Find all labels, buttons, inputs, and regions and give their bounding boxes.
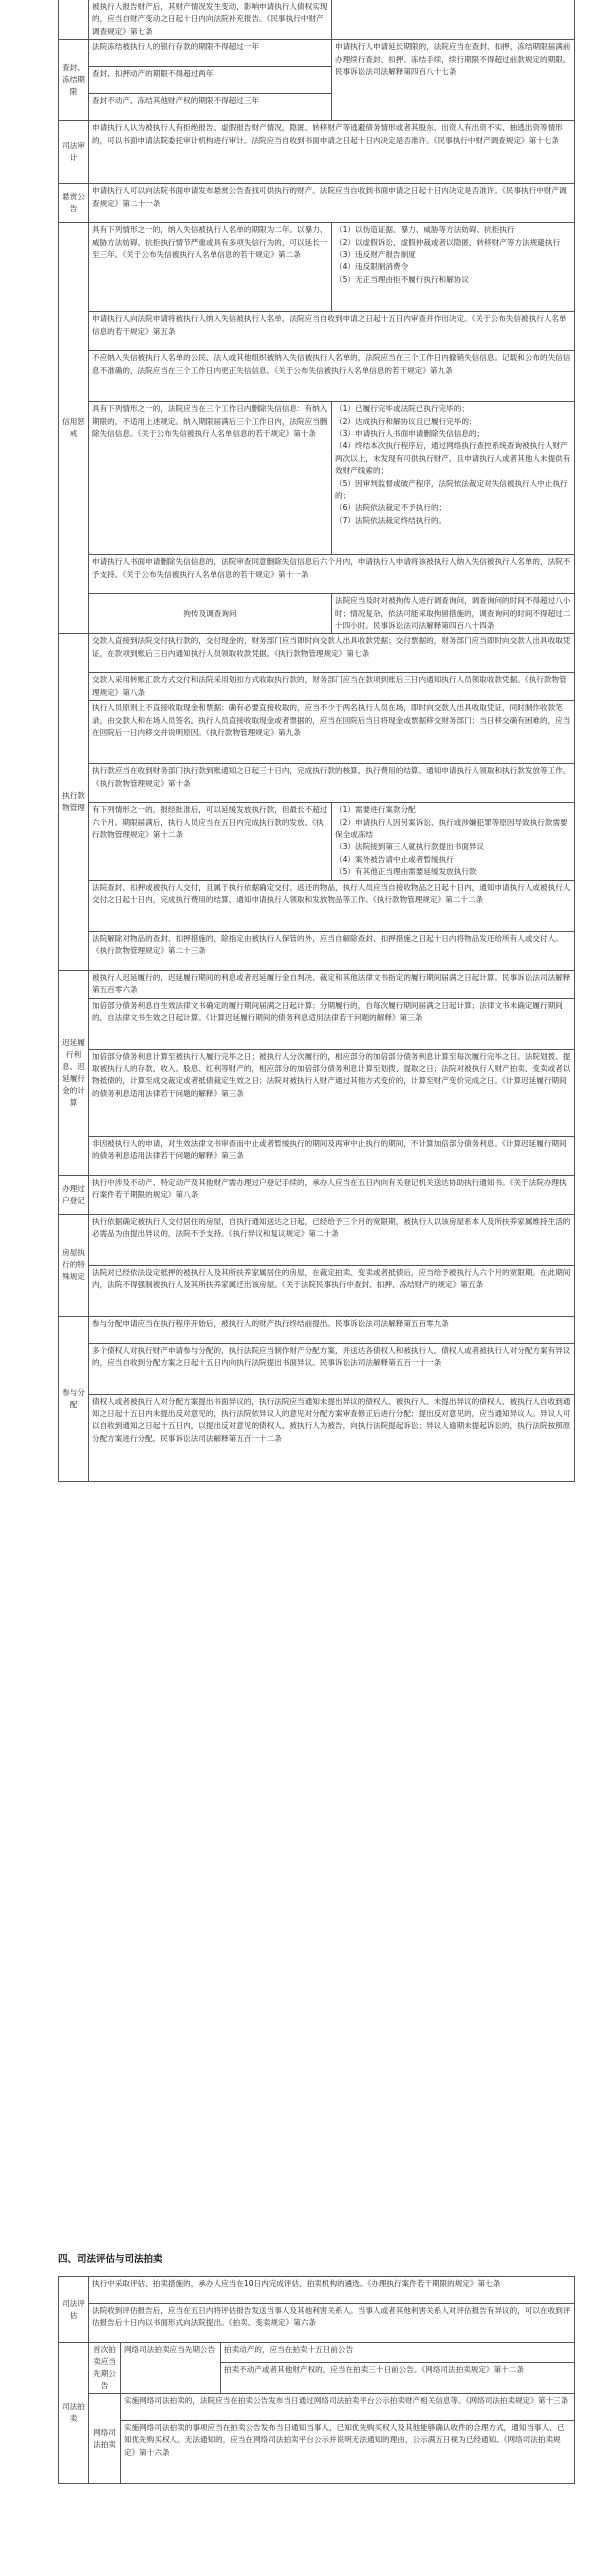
row-label-payment: 执行款物管理 [59, 634, 89, 970]
row-label-audit: 司法审计 [59, 121, 89, 184]
credit-case: （5）无正当理由拒不履行执行和解协议 [335, 274, 469, 284]
table-row [59, 40, 575, 67]
appraisal-text-1: 执行中采取评估、拍卖措施的，承办人应当在10日内完成评估、拍卖机构的遴选。《办理执行案件若干期限的规定》第七条 [89, 2277, 575, 2304]
reward-text: 申请执行人可以向法院书面申请发布悬赏公告查找可供执行的财产。法院应当自收到书面申请之日起十日内决定是否准许。《民事执行中财产调查规定》第二十一条 [89, 184, 575, 223]
table-row [59, 2343, 575, 2363]
first-auction-left: 网络司法拍卖应当先期公告 [121, 2343, 221, 2394]
net-auction-text-1: 实施网络司法拍卖的，法院应当在拍卖公告发布当日通过网络司法拍卖平台公示拍卖财产相关信息等。《网络司法拍卖规定》第十三条 [121, 2394, 575, 2421]
delay-interest-text-1: 被执行人迟延履行的，迟延履行期间的利息或者迟延履行金自判决、裁定和其他法律文书指定的履行期间届满之日起计算。民事诉讼法司法解释第五百零六条 [89, 970, 575, 998]
delay-interest-text-3: 加倍部分债务利息计算至被执行人履行完毕之日；被执行人分次履行的，相应部分的加倍部分债务利息计算至每次履行完毕之日。法院划拨、提取被执行人的存款、收入、股息、红利等财产的，相应部分的加倍部分债务利息计算至划拨、提取之日；法院对被执行人财产拍卖、变卖或者以物抵债的，计算至成交裁定或者抵债裁定生效之日；法院对被执行人财产通过其他方式变价的，计算至财产变价完成之日。《计算迟延履行期间的债务利息适用法律若干问题的解释》第三条 [89, 1049, 575, 1136]
table-row [59, 1316, 575, 1343]
delete-case: （2）达成执行和解协议且已履行完毕的； [335, 416, 477, 426]
table-row [59, 402, 575, 555]
payment-text-1: 交款人直接到法院交付执行款的，交付现金的，财务部门应当即时向交款人出具收款凭据；交付票据的，财务部门应当即时向交款人出具收取凭证，在款项到账后三日内通知执行人员领取收款凭据。《执行款物管理规定》第七条 [89, 634, 575, 673]
table-row [59, 2304, 575, 2343]
payment-delay-cases [332, 803, 575, 880]
table-row [59, 1175, 575, 1214]
freeze-movable-cell: 查封、扣押动产的期限不得超过两年 [89, 67, 332, 94]
row-label-auction: 司法拍卖 [59, 2343, 89, 2484]
credit-reapply-text: 申请执行人书面申请删除失信信息的，法院审查同意删除失信信息后六个月内，申请执行人申请将该被执行人纳入失信被执行人名单的，法院不予支持。《关于公布失信被执行人名单信息的若干规定》第十一条 [89, 555, 575, 594]
payment-text-3: 执行人员原则上不直接收取现金和票据；确有必要直接收取的，应当不少于两名执行人员在场，即时向交款人出具收取凭证，同时制作收款笔录，由交款人和在场人员签名。执行人员直接收取现金或者票据的，应当在回院后当日将现金或票据移交财务部门；当日移交确有困难的，应当在回院后一日内移交并说明原因。《执行款物管理规定》第九条 [89, 701, 575, 764]
row-label-credit: 信用惩戒 [59, 223, 89, 634]
first-auction-movable: 拍卖动产的，应当在拍卖十五日前公告 [221, 2343, 575, 2363]
row-label-detention: 拘传及调查询问 [89, 594, 332, 634]
table-row [59, 1049, 575, 1136]
net-auction-text-2: 实施网络司法拍卖的事项应当在拍卖公告发布当日通知当事人，已知优先购买权人及其他能够确认收件的合理方式，通知当事人、已知优先购买权人。无法通知的，应当在网络司法拍卖平台公示并说明无法通知的理由，公示满五日视为已经通知。《网络司法拍卖规定》第十六条 [121, 2421, 575, 2484]
payment-text-6: 法院解除对物品的查封、扣押措施的，除指定由被执行人保管的外，应当自解除查封、扣押措施之日起十日内将物品发还给所有人或交付人。《执行款物管理规定》第二十三条 [89, 931, 575, 970]
freeze-note-cell: 申请执行人申请延长期限的，法院应当在查封、扣押、冻结期限届满前办理续行查封、扣押、冻结手续，续行期限不得超过前款规定的期限。民事诉讼法司法解释第四百八十七条 [332, 40, 575, 121]
credit-case: （2）以虚假诉讼、虚假仲裁或者以隐匿、转移财产等方法规避执行 [335, 237, 561, 247]
row-label-residence: 房屋执行的特殊规定 [59, 1214, 89, 1316]
table-row [59, 1214, 575, 1265]
payment-text-5: 法院查封、扣押或被执行人交付，且属于执行依据确定交付、返还的物品，执行人员应当自接收物品之日起十日内，通知申请执行人或被执行人交付之日起十日内，完成执行费用的结算、通知申请执行人领取和发放物品等工作。《执行款物管理规定》第二十二条 [89, 880, 575, 931]
table-row [59, 0, 575, 40]
credit-case: （3）违反财产报告制度 [335, 250, 416, 260]
distribution-text-1: 参与分配申请应当在执行程序开始后，被执行人的财产执行终结前提出。民事诉讼法司法解释第五百零九条 [89, 1316, 575, 1343]
table-row [59, 1394, 575, 1481]
table-row [59, 701, 575, 764]
credit-cases-cell [332, 223, 575, 312]
row-label-transfer: 办理过户登记 [59, 1175, 89, 1214]
auction-rules-table [58, 2276, 575, 2484]
delete-case: （5）因审判监督或破产程序，法院依法裁定对失信被执行人中止执行的； [335, 478, 568, 501]
table-row [59, 634, 575, 673]
credit-period-cell: 具有下列情形之一的，纳入失信被执行人名单的期限为二年。以暴力、威胁方法妨碍、抗拒执行情节严重或具有多项失信行为的，可以延长一至三年。《关于公布失信被执行人名单信息的若干规定》第二条 [89, 223, 332, 312]
delay-case: （3）法院接到第三人就执行款提出书面异议 [335, 842, 485, 852]
table-row [59, 880, 575, 931]
table-row [59, 1136, 575, 1175]
table-row [59, 121, 575, 184]
residence-text-1: 执行依据确定被执行人交付居住的房屋，自执行通知送达之日起，已经给予三个月的宽限期，被执行人以该房屋系本人及所扶养家属维持生活的必需品为由提出异议的，法院不予支持。《执行异议和复议规定》第二十条 [89, 1214, 575, 1265]
section-heading: 四、司法评估与司法拍卖 [58, 2254, 163, 2265]
report-change-cell: 被执行人报告财产后，其财产情况发生变动，影响申请执行人债权实现的，应当自财产变动之日起十日内向法院补充报告。《民事执行中财产调查规定》第七条 [89, 0, 332, 40]
net-auction-label: 网络司法拍卖 [89, 2394, 121, 2484]
delay-case: （5）有其他正当理由需要延缓发放执行款 [335, 867, 477, 877]
table-row [59, 351, 575, 402]
table-row [59, 803, 575, 880]
execution-rules-table [58, 0, 575, 1482]
distribution-text-2: 多个债权人对执行财产申请参与分配的，执行法院应当制作财产分配方案，并送达各债权人和被执行人。债权人或者被执行人对分配方案有异议的，应当自收到分配方案之日起十五日内向执行法院提出书面异议。民事诉讼法司法解释第五百一十一条 [89, 1343, 575, 1394]
delay-case: （1）需要进行案款分配 [335, 805, 416, 815]
audit-text: 申请执行人认为被执行人有拒绝报告、虚假报告财产情况，隐匿、转移财产等逃避债务情形或者其股东、出资人有出资不实、抽逃出资等情形的，可以书面申请法院委托审计机构进行审计。法院应当自收到书面申请之日起十日内决定是否准许。《民事执行中财产调查规定》第十七条 [89, 121, 575, 184]
table-row [59, 594, 575, 634]
payment-delay-left: 有下列情形之一的，报经批准后，可以延缓发放执行款，但最长不超过六个月。期限届满后，执行人员应当在五日内完成执行款的发放。《执行款物管理规定》第十二条 [89, 803, 332, 880]
credit-case: （4）违反限制消费令 [335, 262, 409, 272]
residence-text-2: 法院对已经依法设定抵押的被执行人及其所扶养家属居住的房屋，在裁定拍卖、变卖或者抵债后，应当给予被执行人六个月的宽限期。在此期间内，法院不得强制被执行人及其所扶养家属迁出该房屋。《关于法院民事执行中查封、扣押、冻结财产的规定》第五条 [89, 1265, 575, 1316]
row-label-freeze: 查封、冻结期限 [59, 40, 89, 121]
table-row [59, 223, 575, 312]
first-auction-label: 首次拍卖应当先期公告 [89, 2343, 121, 2394]
table-row [59, 312, 575, 351]
credit-revoke-text: 不应纳入失信被执行人名单的公民、法人或其他组织被纳入失信被执行人名单的，法院应当在三个工作日内撤销失信信息。记载和公布的失信信息不准确的，法院应当在三个工作日内更正失信信息。《关于公布失信被执行人名单信息的若干规定》第九条 [89, 351, 575, 402]
row-label-appraisal: 司法评估 [59, 2277, 89, 2343]
table-row [59, 931, 575, 970]
freeze-immovable-cell: 查封不动产、冻结其他财产权的期限不得超过三年 [89, 94, 332, 121]
row-label-delay-interest: 迟延履行利息、迟延履行金的计算 [59, 970, 89, 1175]
table-row [59, 764, 575, 803]
table-row [59, 1343, 575, 1394]
table-row [59, 1265, 575, 1316]
table-row [59, 2277, 575, 2304]
first-auction-immovable: 拍卖不动产或者其他财产权的，应当在拍卖三十日前公告。《网络司法拍卖规定》第十二条 [221, 2362, 575, 2393]
transfer-text: 执行中涉及不动产、特定动产及其他财产需办理过户登记手续的，承办人应当在五日内向有关登记机关送达协助执行通知书。《关于法院办理执行案件若干期限的规定》第八条 [89, 1175, 575, 1214]
credit-delete-cases [332, 402, 575, 555]
delete-case: （6）法院依法裁定不予执行的； [335, 503, 447, 513]
delete-case: （3）申请执行人书面申请删除失信信息的； [335, 429, 485, 439]
table-row [59, 2421, 575, 2484]
row-label-distribution: 参与分配 [59, 1316, 89, 1481]
table-row [59, 970, 575, 998]
payment-text-4: 执行款应当在收到财务部门执行款到账通知之日起三十日内，完成执行款的核算、执行费用的结算、通知申请执行人领取和执行款发放等工作。《执行款物管理规定》第十条 [89, 764, 575, 803]
detention-text: 法院应当及时对被拘传人进行调查询问，调查询问的时间不得超过八小时；情况复杂，依法可能采取拘留措施的，调查询问的时间不得超过二十四小时。民事诉讼法司法解释第四百八十四条 [332, 594, 575, 634]
delete-case: （4）终结本次执行程序后，通过网络执行查控系统查询被执行人财产两次以上，未发现有可供执行财产，且申请执行人或者其他人未提供有效财产线索的； [335, 441, 571, 476]
delay-interest-text-4: 非因被执行人的申请，对生效法律文书审查而中止或者暂缓执行的期间及再审中止执行的期间，不计算加倍部分债务利息。《计算迟延履行期间的债务利息适用法律若干问题的解释》第三条 [89, 1136, 575, 1175]
delete-case: （7）法院依法裁定终结执行的。 [335, 515, 447, 525]
delay-case: （2）申请执行人因另案诉讼、执行或涉嫌犯罪等原因导致执行款需要保全或冻结 [335, 817, 568, 840]
freeze-bank-cell: 法院冻结被执行人的银行存款的期限不得超过一年 [89, 40, 332, 67]
table-row [59, 998, 575, 1049]
appraisal-text-2: 法院收到评估报告后，应当在五日内将评估报告发送当事人及其他利害关系人。当事人或者其他利害关系人对评估报告有异议的，可以在收到评估报告后十日内以书面形式向法院提出。《拍卖、变卖规定》第六条 [89, 2304, 575, 2343]
table-row [59, 2394, 575, 2421]
delay-interest-text-2: 加倍部分债务利息自生效法律文书确定的履行期间届满之日起计算；分期履行的，自每次履行期间届满之日起计算；法律文书未确定履行期间的，自法律文书生效之日起计算。《计算迟延履行期间的债务利息适用法律若干问题的解释》第三条 [89, 998, 575, 1049]
distribution-text-3: 债权人或者被执行人对分配方案提出书面异议的，执行法院应当通知未提出异议的债权人、被执行人。未提出异议的债权人、被执行人自收到通知之日起十五日内未提出反对意见的，执行法院依异议人的意见对分配方案审查修正后进行分配；提出反对意见的，应当通知异议人。异议人可以自收到通知之日起十五日内，以提出反对意见的债权人、被执行人为被告，向执行法院提起诉讼；异议人逾期未提起诉讼的，执行法院按照原分配方案进行分配。民事诉讼法司法解释第五百一十二条 [89, 1394, 575, 1481]
credit-case: （1）以伪造证据、暴力、威胁等方法妨碍、抗拒执行 [335, 225, 515, 235]
delete-case: （1）已履行完毕或法院已执行完毕的； [335, 404, 469, 414]
table-row [59, 555, 575, 594]
credit-delete-left: 具有下列情形之一的，法院应当在三个工作日内删除失信信息：有纳入期限的，不适用上述规定。纳入期限届满后三个工作日内，法院应当删除失信信息。《关于公布失信被执行人名单信息的若干规定》第十条 [89, 402, 332, 555]
payment-text-2: 交款人采用转账汇款方式交付和法院采用划扣方式收取执行款的，财务部门应当在款项到账后三日内通知执行人员领取收款凭据。《执行款物管理规定》第八条 [89, 673, 575, 701]
row-label-reward: 悬赏公告 [59, 184, 89, 223]
credit-apply-text: 申请执行人向法院申请将被执行人纳入失信被执行人名单，法院应当自收到申请之日起十五日内审查并作出决定。《关于公布失信被执行人名单信息的若干规定》第五条 [89, 312, 575, 351]
table-row [59, 184, 575, 223]
delay-case: （4）案外被告请中止或者暂缓执行 [335, 854, 454, 864]
table-row [59, 673, 575, 701]
